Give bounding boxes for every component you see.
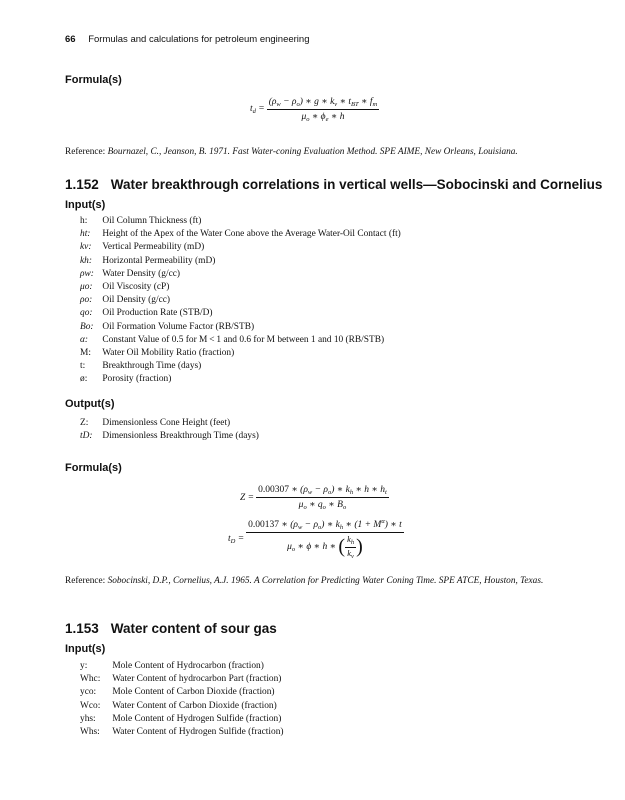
section-number: 1.153 xyxy=(65,621,99,636)
list-item: qo: Oil Production Rate (STB/D) xyxy=(80,308,213,319)
section-title-1-152 xyxy=(65,177,602,192)
list-item: ρw: Water Density (g/cc) xyxy=(80,268,181,279)
reference-label: Reference: xyxy=(65,147,106,157)
equation-td-bournazel: $t_d$ = $\frac{(\rho_w - \rho_o) ∗ g ∗ k_v ∗ t_{BT} ∗ f_m}{\mu_o ∗ \phi_e ∗ h}$ xyxy=(250,97,378,123)
list-item: Bo: Oil Formation Volume Factor (RB/STB) xyxy=(80,321,255,332)
list-item: t: Breakthrough Time (days) xyxy=(80,361,202,372)
reference-text: Sobocinski, D.P., Cornelius, A.J. 1965. A Correlation for Predicting Water Coning Time. SPE ATCE, Houston, Texas. xyxy=(107,576,544,586)
list-item: M: Water Oil Mobility Ratio (fraction) xyxy=(80,348,235,359)
inputs-heading-1-153: Input(s) xyxy=(65,643,106,655)
list-item: tD: Dimensionless Breakthrough Time (days) xyxy=(80,431,259,442)
inputs-list-1-153 xyxy=(80,660,284,739)
reference-label: Reference: xyxy=(65,576,106,586)
list-item: kv: Vertical Permeability (mD) xyxy=(80,242,205,253)
list-item: Whs: Water Content of Hydrogen Sulfide (fraction) xyxy=(80,727,284,738)
outputs-list-1-152 xyxy=(80,417,259,443)
list-item: Whc: Water Content of hydrocarbon Part (fraction) xyxy=(80,674,282,685)
inputs-list-1-152 xyxy=(80,215,401,387)
list-item: ø: Porosity (fraction) xyxy=(80,374,172,385)
list-item: ρo: Oil Density (g/cc) xyxy=(80,295,171,306)
list-item: y: Mole Content of Hydrocarbon (fraction) xyxy=(80,661,264,671)
list-item: α: Constant Value of 0.5 for M < 1 and 0.6 for M between 1 and 10 (RB/STB) xyxy=(80,334,385,345)
formula-heading-top: Formula(s) xyxy=(65,74,122,86)
list-item: Z: Dimensionless Cone Height (feet) xyxy=(80,418,231,428)
section-number: 1.152 xyxy=(65,177,99,192)
list-item: ht: Height of the Apex of the Water Cone above the Average Water-Oil Contact (ft) xyxy=(80,229,401,240)
list-item: h: Oil Column Thickness (ft) xyxy=(80,216,202,226)
list-item: Wco: Water Content of Carbon Dioxide (fraction) xyxy=(80,700,277,711)
formula-heading-1-152: Formula(s) xyxy=(65,462,122,474)
running-header xyxy=(65,34,309,45)
reference-text: Bournazel, C., Jeanson, B. 1971. Fast Water-coning Evaluation Method. SPE AIME, New Orleans, Louisiana. xyxy=(107,147,518,157)
equation-z: Z = $\frac{0.00307 ∗ (\rho_w - \rho_o) ∗ k_h ∗ h ∗ h_t}{\mu_o ∗ q_o ∗ B_o}$ xyxy=(240,485,387,511)
equation-td: $t_D$ = 0.00137 ∗ $(\rho_w - \rho_o)$ ∗ $k_h$ ∗ $(1 + M^\alpha)$ ∗ t $\mu_o$ ∗ ϕ ∗ h ∗ ( $\frac{k_h}{k_v}$ ) xyxy=(228,518,402,561)
reference-bournazel xyxy=(65,145,570,159)
section-title: Water breakthrough correlations in vertical wells—Sobocinski and Cornelius xyxy=(110,177,603,192)
outputs-heading-1-152: Output(s) xyxy=(65,398,115,410)
list-item: kh: Horizontal Permeability (mD) xyxy=(80,255,216,266)
list-item: yco: Mole Content of Carbon Dioxide (fraction) xyxy=(80,687,275,698)
running-title: Formulas and calculations for petroleum engineering xyxy=(88,34,310,45)
inputs-heading-1-152: Input(s) xyxy=(65,199,106,211)
section-title-1-153 xyxy=(65,621,277,636)
section-title: Water content of sour gas xyxy=(110,621,277,636)
list-item: yhs: Mole Content of Hydrogen Sulfide (fraction) xyxy=(80,713,282,724)
list-item: μo: Oil Viscosity (cP) xyxy=(80,282,170,293)
page-number: 66 xyxy=(65,34,76,45)
reference-sobocinski xyxy=(65,574,570,588)
